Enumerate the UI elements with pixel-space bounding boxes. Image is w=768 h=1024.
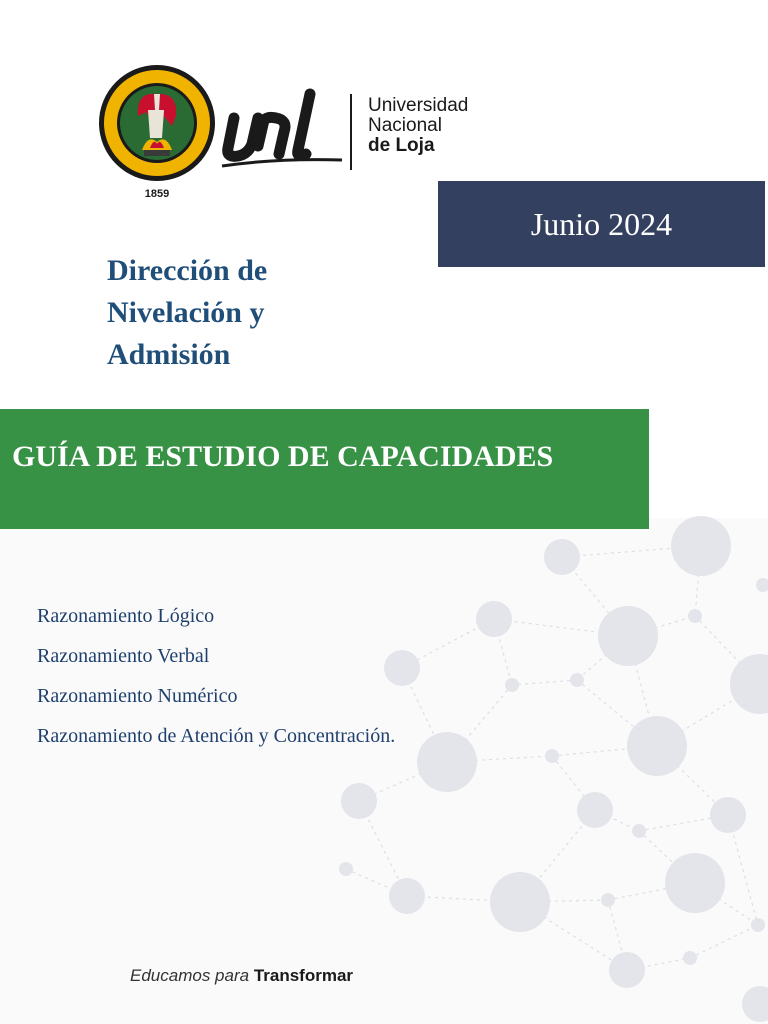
seal-year: 1859 [144,188,170,200]
topic-item-numerico: Razonamiento Numérico [37,685,238,707]
department-title-line3: Admisión [107,338,231,371]
university-name [368,96,468,156]
university-name-line2: Nacional [368,115,442,136]
guide-title: GUÍA DE ESTUDIO DE CAPACIDADES [12,440,554,473]
topic-item-verbal: Razonamiento Verbal [37,645,210,667]
topic-item-logico: Razonamiento Lógico [37,605,215,627]
slogan-part2: Transformar [253,966,354,985]
university-name-line3: de Loja [368,135,435,156]
footer-slogan [130,966,353,986]
topics-list [37,602,395,762]
unl-wordmark-logo [218,82,350,174]
department-title [107,250,407,376]
department-title-line1: Dirección de [107,254,268,287]
university-name-line1: Universidad [368,95,469,116]
slogan-part1: Educamos para [130,966,250,985]
logo-divider [350,94,352,170]
department-title-line2: Nivelación y [107,296,265,329]
date-label: Junio 2024 [530,205,673,242]
topic-item-atencion: Razonamiento de Atención y Concentración. [37,725,396,747]
date-box [438,181,765,267]
university-seal-icon [98,64,216,186]
